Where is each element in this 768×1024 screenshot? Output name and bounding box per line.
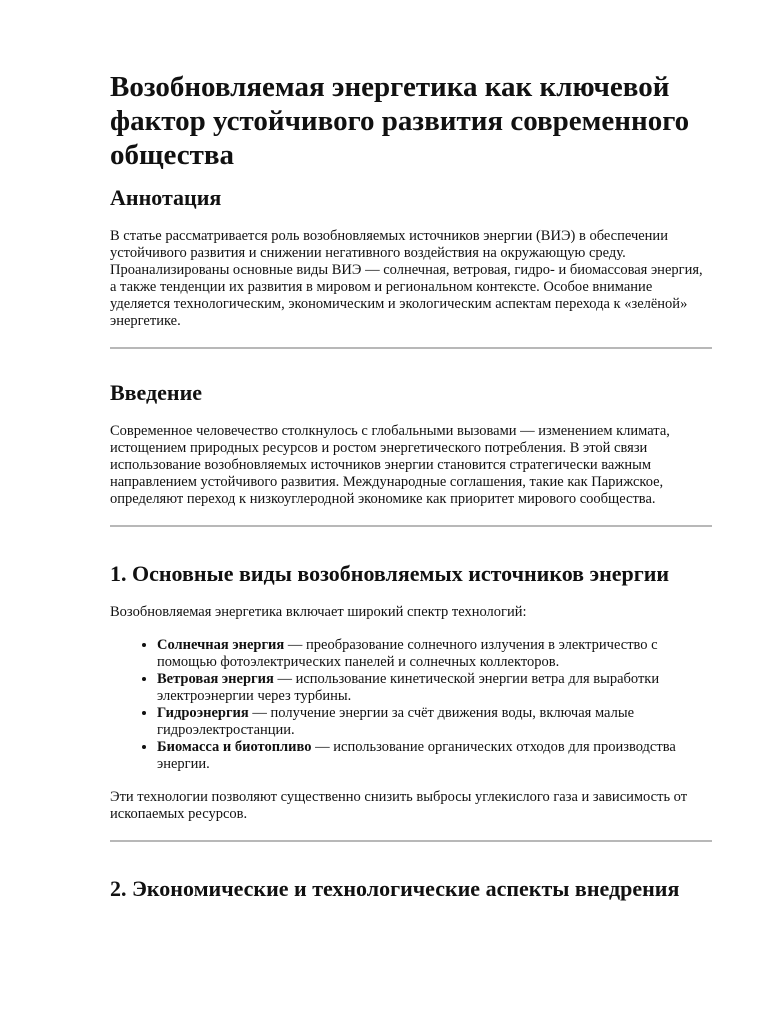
introduction-heading: Введение	[110, 380, 203, 405]
section1-intro: Возобновляемая энергетика включает широкий спектр технологий:	[110, 604, 527, 620]
list-item-term: Ветровая энергия	[157, 671, 274, 687]
introduction-text: Современное человечество столкнулось с глобальными вызовами — изменением климата, истощением природных ресурсов и ростом энергетического потребления. В этой связи использование возобновляемых источников энергии становится стратегически важным направлением устойчивого развития. Международные соглашения, такие как Парижское, определяют переход к низкоуглеродной экономике как приоритет мирового сообщества.	[110, 423, 670, 507]
article-title: Возобновляемая энергетика как ключевой фактор устойчивого развития современного общества	[110, 71, 690, 171]
section-divider	[110, 840, 712, 842]
list-item-description: — использование органических отходов для производства энергии.	[157, 739, 676, 772]
list-item-description: — преобразование солнечного излучения в электричество с помощью фотоэлектрических панелей и солнечных коллекторов.	[157, 637, 658, 670]
list-item-wind	[157, 671, 712, 705]
list-item-term: Гидроэнергия	[157, 705, 249, 721]
list-item-description: — использование кинетической энергии ветра для выработки электроэнергии через турбины.	[157, 671, 660, 704]
energy-types-list	[110, 637, 712, 773]
list-item-biomass	[157, 739, 712, 773]
list-item-description: — получение энергии за счёт движения воды, включая малые гидроэлектростанции.	[157, 705, 635, 738]
list-item-term: Биомасса и биотопливо	[157, 739, 312, 755]
section-divider	[110, 525, 712, 527]
section-divider	[110, 347, 712, 349]
list-item-term: Солнечная энергия	[157, 637, 285, 653]
list-item-solar	[157, 637, 712, 671]
annotation-text: В статье рассматривается роль возобновляемых источников энергии (ВИЭ) в обеспечении устойчивого развития и снижении негативного воздействия на окружающую среду. Проанализированы основные виды ВИЭ — солнечная, ветровая, гидро- и биомассовая энергия, а также тенденции их развития в мировом и региональном контексте. Особое внимание уделяется технологическим, экономическим и экологическим аспектам перехода к «зелёной» энергетике.	[110, 228, 703, 329]
section1-heading: 1. Основные виды возобновляемых источников энергии	[110, 561, 670, 586]
list-item-hydro	[157, 705, 712, 739]
annotation-heading: Аннотация	[110, 185, 222, 210]
section2-heading: 2. Экономические и технологические аспекты внедрения	[110, 876, 680, 901]
section1-conclusion: Эти технологии позволяют существенно снизить выбросы углекислого газа и зависимость от ископаемых ресурсов.	[110, 789, 688, 822]
